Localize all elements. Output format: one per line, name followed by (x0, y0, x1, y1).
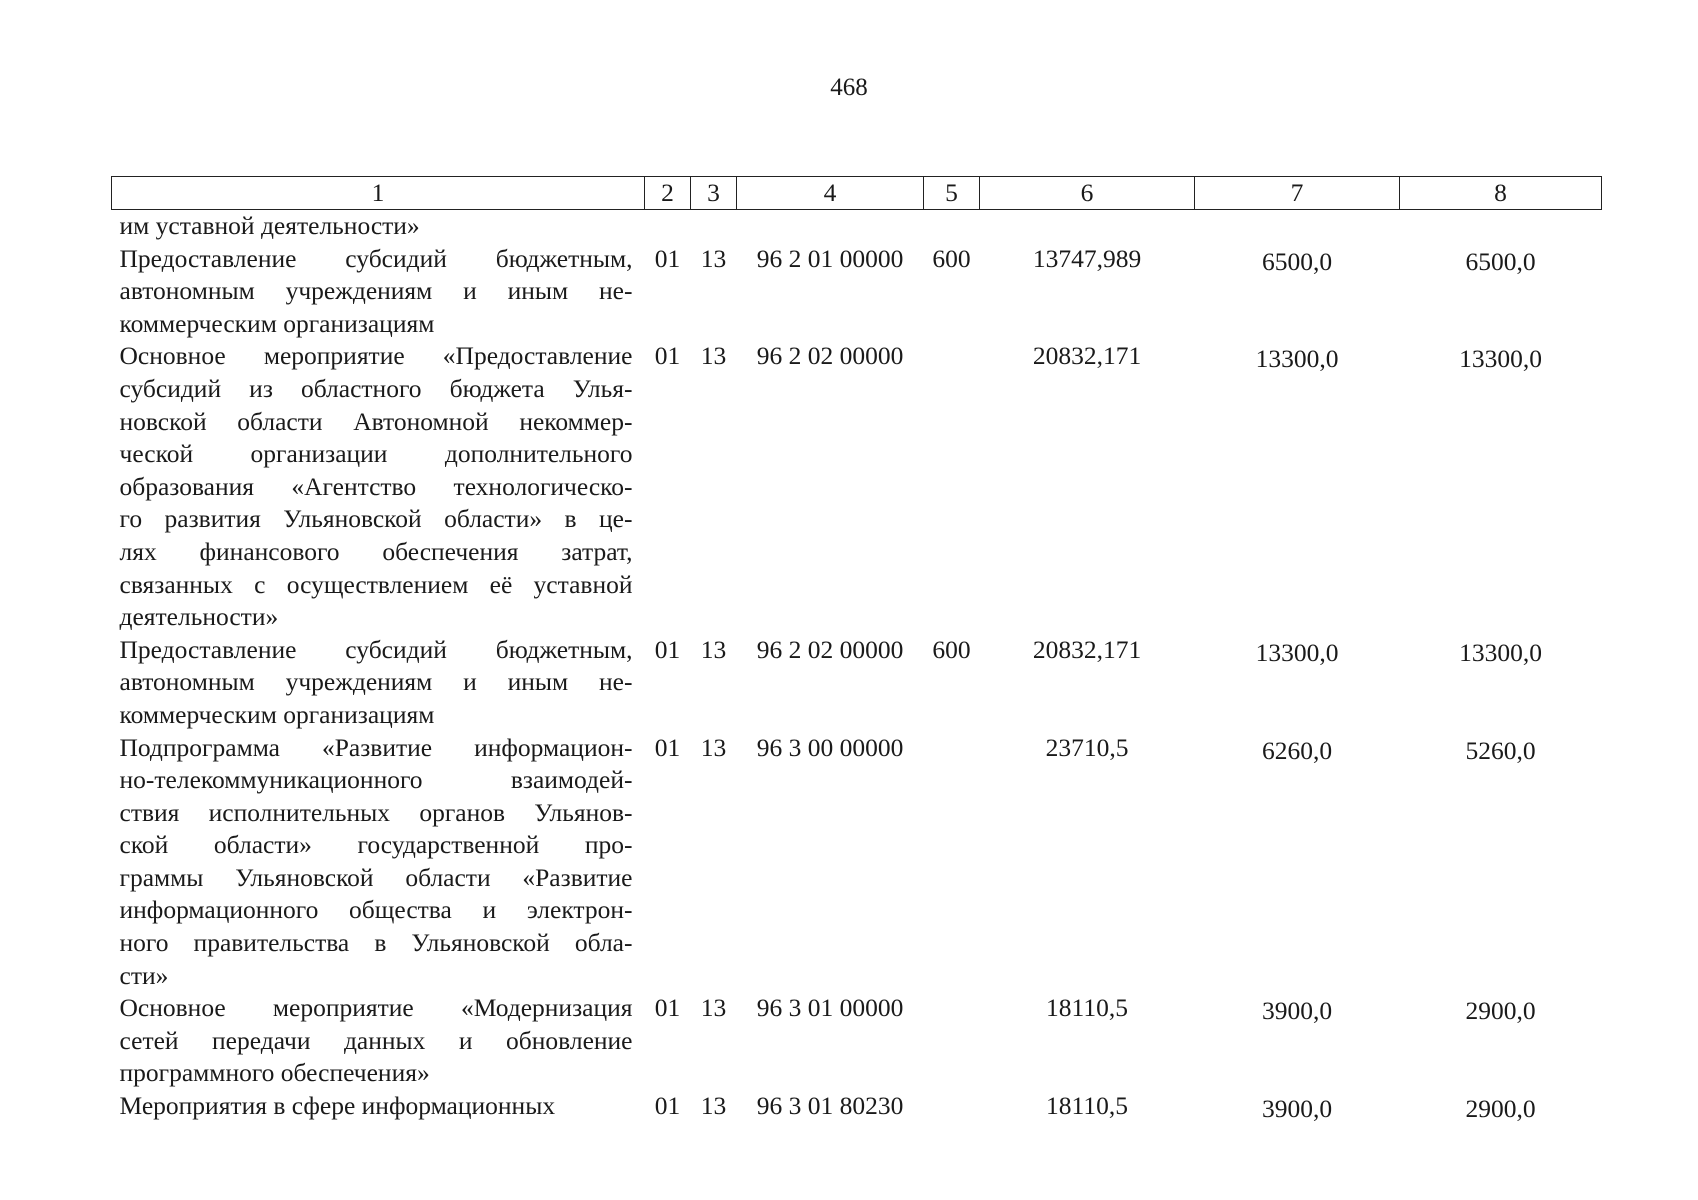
expense-type-code (924, 992, 980, 1090)
amount-col-8: 13300,0 (1459, 637, 1542, 667)
description-line: ного правительства в Ульяновской обла- (119, 928, 633, 958)
amount-col-7: 6500,0 (1261, 246, 1333, 276)
description-line: новской области Автономной некоммер- (119, 406, 633, 436)
column-header-2: 2 (645, 177, 691, 210)
description-line: граммы Ульяновской области «Развитие (119, 862, 633, 892)
target-article-code: 96 3 00 00000 (756, 732, 904, 762)
amount-col-8: 5260,0 (1465, 735, 1536, 765)
table-header-row (112, 177, 1602, 210)
description-line: сти» (119, 960, 169, 990)
amount-col-7: 3900,0 (1261, 1094, 1333, 1124)
table-row (112, 732, 1602, 993)
table-row (112, 243, 1602, 341)
description-line: лях финансового обеспечения затрат, (119, 536, 633, 566)
section-code: 01 (654, 732, 681, 762)
amount-col-8: 6500,0 (1465, 246, 1536, 276)
page-number: 468 (830, 74, 868, 101)
description-line: автономным учреждениям и иным не- (119, 667, 633, 697)
subsection-code: 13 (700, 243, 727, 273)
row-description (112, 732, 645, 993)
subsection-code: 13 (700, 993, 727, 1023)
target-article-code: 96 3 01 80230 (756, 1091, 904, 1121)
column-header-7: 7 (1195, 177, 1400, 210)
description-line: им уставной деятельности» (119, 211, 420, 240)
subsection-code: 13 (700, 341, 727, 371)
budget-table (111, 176, 1602, 1126)
target-article-code: 96 2 02 00000 (756, 341, 904, 371)
description-line: связанных с осуществлением её уставной (119, 569, 633, 599)
table-row (112, 210, 1602, 243)
row-description (112, 340, 645, 633)
column-header-6: 6 (980, 177, 1195, 210)
target-article-code (737, 210, 924, 243)
description-line: информационного общества и электрон- (119, 895, 633, 925)
row-description (112, 210, 645, 243)
description-line: программного обеспечения» (119, 1058, 430, 1088)
expense-type-code (924, 732, 980, 993)
section-code: 01 (654, 341, 681, 371)
column-header-8: 8 (1400, 177, 1602, 210)
section-code: 01 (654, 634, 681, 664)
expense-type-code (924, 340, 980, 633)
subsection-code: 13 (700, 634, 727, 664)
table-body (112, 210, 1602, 1126)
amount-col-7: 13300,0 (1255, 344, 1339, 374)
description-line: деятельности» (119, 602, 279, 632)
amount-col-8: 2900,0 (1465, 996, 1536, 1026)
description-line: Предоставление субсидий бюджетным, (119, 634, 633, 664)
amount-col-7: 13300,0 (1255, 637, 1339, 667)
description-line: автономным учреждениям и иным не- (119, 276, 633, 306)
amount-col-7: 6260,0 (1261, 735, 1333, 765)
amount-col-6: 20832,171 (1032, 634, 1142, 664)
description-line: но-телекоммуникационного взаимодей- (119, 765, 633, 795)
section-code: 01 (654, 993, 681, 1023)
description-line: Подпрограмма «Развитие информацион- (119, 732, 633, 762)
row-description (112, 1090, 645, 1126)
description-line: ской области» государственной про- (119, 830, 633, 860)
subsection-code (691, 210, 737, 243)
expense-type-code: 600 (932, 634, 971, 664)
row-description (112, 992, 645, 1090)
amount-col-6: 18110,5 (1046, 993, 1128, 1023)
amount-col-8 (1400, 210, 1602, 243)
description-line: ствия исполнительных органов Ульянов- (119, 797, 633, 827)
amount-col-8: 13300,0 (1459, 344, 1542, 374)
amount-col-6 (980, 210, 1195, 243)
description-line: Основное мероприятие «Модернизация (119, 993, 633, 1023)
column-header-5: 5 (924, 177, 980, 210)
amount-col-6: 18110,5 (1046, 1091, 1128, 1121)
column-header-3: 3 (691, 177, 737, 210)
row-description (112, 243, 645, 341)
description-line: субсидий из областного бюджета Улья- (119, 373, 633, 403)
target-article-code: 96 2 02 00000 (756, 634, 904, 664)
table-row (112, 340, 1602, 633)
table-row (112, 634, 1602, 732)
amount-col-8: 2900,0 (1465, 1094, 1536, 1124)
description-line: коммерческим организациям (119, 699, 435, 729)
description-line: Мероприятия в сфере информационных (119, 1091, 556, 1121)
subsection-code: 13 (700, 732, 727, 762)
target-article-code: 96 3 01 00000 (756, 993, 904, 1023)
amount-col-6: 20832,171 (1032, 341, 1142, 371)
description-line: коммерческим организациям (119, 308, 435, 338)
section-code (645, 210, 691, 243)
expense-type-code (924, 210, 980, 243)
description-line: сетей передачи данных и обновление (119, 1025, 633, 1055)
row-description (112, 634, 645, 732)
description-line: Предоставление субсидий бюджетным, (119, 243, 633, 273)
section-code: 01 (654, 1091, 681, 1121)
amount-col-7: 3900,0 (1261, 996, 1333, 1026)
table-row (112, 992, 1602, 1090)
description-line: образования «Агентство технологическо- (119, 471, 633, 501)
expense-type-code (924, 1090, 980, 1126)
amount-col-7 (1195, 210, 1400, 243)
table-row (112, 1090, 1602, 1126)
description-line: Основное мероприятие «Предоставление (119, 341, 633, 371)
column-header-1: 1 (112, 177, 645, 210)
expense-type-code: 600 (932, 243, 971, 273)
target-article-code: 96 2 01 00000 (756, 243, 904, 273)
amount-col-6: 23710,5 (1045, 732, 1129, 762)
section-code: 01 (654, 243, 681, 273)
amount-col-6: 13747,989 (1032, 243, 1142, 273)
description-line: го развития Ульяновской области» в це- (119, 504, 633, 534)
column-header-4: 4 (737, 177, 924, 210)
description-line: ческой организации дополнительного (119, 439, 633, 469)
subsection-code: 13 (700, 1091, 727, 1121)
